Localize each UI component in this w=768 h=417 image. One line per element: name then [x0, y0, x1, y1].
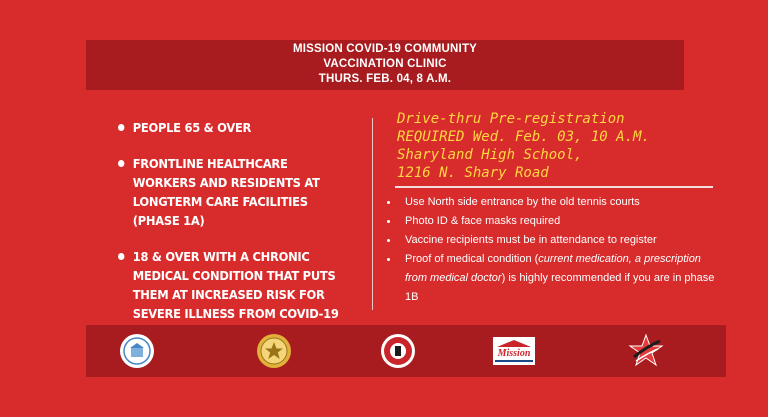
star-mascot-logo — [628, 333, 664, 369]
requirement-text: Vaccine recipients must be in attendance to register — [405, 234, 657, 246]
banner-line-3: THURS. FEB. 04, 8 A.M. — [318, 73, 452, 85]
eligibility-list — [118, 118, 358, 359]
requirements-list — [385, 193, 715, 307]
registration-line-3: Sharyland High School, — [397, 147, 583, 163]
county-seal-logo — [256, 333, 292, 369]
banner-line-1: MISSION COVID-19 COMMUNITY — [292, 43, 478, 55]
eligibility-item — [118, 154, 339, 230]
requirement-text-italic: current medication, a prescription from medical doctor — [405, 253, 701, 284]
banner-line-2: VACCINATION CLINIC — [323, 58, 447, 70]
bullet-icon — [118, 124, 124, 131]
bullet-icon — [387, 239, 390, 242]
registration-line-2: REQUIRED Wed. Feb. 03, 10 A.M. — [397, 129, 650, 145]
bullet-icon — [118, 253, 124, 260]
bullet-icon — [118, 160, 124, 167]
mission-logo-text: Mission — [497, 348, 531, 359]
city-seal-logo — [119, 333, 155, 369]
requirement-item — [385, 231, 715, 250]
requirement-text: Use North side entrance by the old tennis courts — [405, 196, 640, 208]
eligibility-text: 18 & OVER WITH A CHRONIC MEDICAL CONDITION THAT PUTS THEM AT INCREASED RISK FOR SEVERE ILLNESS FROM COVID-19 — [132, 249, 339, 321]
requirement-text: Photo ID & face masks required — [405, 215, 561, 227]
clinic-title-banner — [86, 40, 684, 90]
bullet-icon — [387, 258, 390, 261]
registration-underline — [395, 186, 713, 188]
requirement-text-pre: Proof of medical condition ( — [405, 253, 539, 265]
eligibility-item — [118, 118, 339, 137]
district-badge-logo — [380, 333, 416, 369]
requirement-item — [385, 193, 715, 212]
sponsor-logo-bar — [86, 325, 726, 377]
requirement-text-post: ) is highly recommended if you are in phase 1B — [405, 272, 715, 303]
registration-line-4: 1216 N. Shary Road — [397, 165, 549, 181]
bullet-icon — [387, 201, 390, 204]
eligibility-text: FRONTLINE HEALTHCARE WORKERS AND RESIDENTS AT LONGTERM CARE FACILITIES (PHASE 1A) — [132, 156, 320, 228]
eligibility-text: PEOPLE 65 & OVER — [132, 120, 252, 135]
requirement-item — [385, 212, 715, 231]
column-divider — [372, 118, 373, 310]
registration-line-1: Drive-thru Pre-registration — [397, 111, 625, 127]
registration-info — [397, 110, 697, 182]
requirement-item — [385, 250, 715, 307]
bullet-icon — [387, 220, 390, 223]
